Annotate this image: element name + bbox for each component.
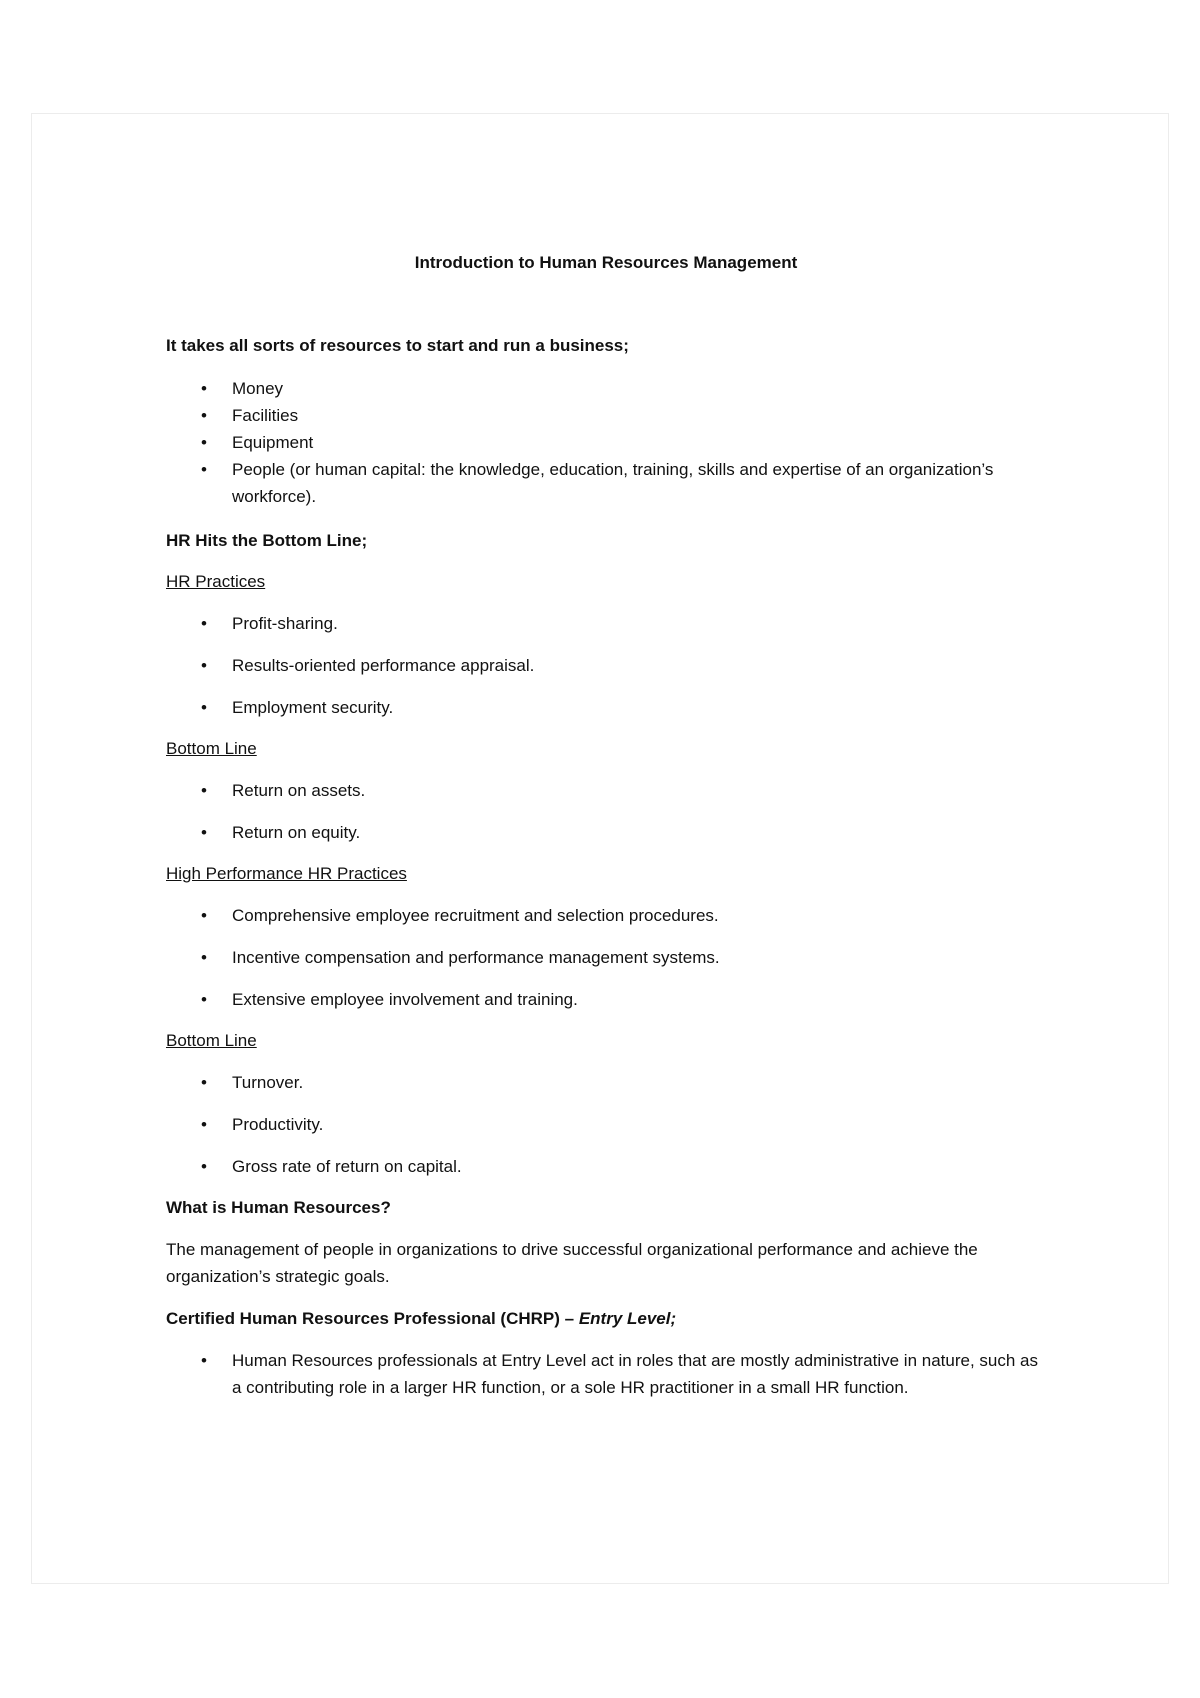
chrp-heading-text: Certified Human Resources Professional (CHRP) – — [166, 1309, 579, 1328]
bullet-icon: • — [201, 406, 207, 425]
list-item — [166, 819, 1046, 846]
list-item-text: Return on assets. — [232, 781, 366, 800]
bullet-icon: • — [201, 1157, 207, 1176]
list-item — [166, 944, 1046, 971]
list-item — [166, 777, 1046, 804]
bottom-line-heading: HR Hits the Bottom Line; — [166, 531, 368, 550]
list-item-text: People (or human capital: the knowledge, education, training, skills and expertise of an organization’s workforce). — [232, 460, 994, 506]
list-item — [166, 694, 1046, 721]
section-list — [166, 902, 1046, 1013]
list-item-text: Results-oriented performance appraisal. — [232, 656, 535, 675]
list-item-text: Gross rate of return on capital. — [232, 1157, 462, 1176]
list-item — [166, 610, 1046, 637]
list-item — [166, 902, 1046, 929]
list-item-text: Return on equity. — [232, 823, 361, 842]
list-item-text: Equipment — [232, 433, 314, 452]
bullet-icon: • — [201, 433, 207, 452]
bullet-icon: • — [201, 823, 207, 842]
section-heading: High Performance HR Practices — [166, 864, 407, 883]
chrp-heading-level: Entry Level; — [578, 1309, 677, 1328]
list-item-text: Money — [232, 379, 284, 398]
list-item — [166, 986, 1046, 1013]
list-item — [166, 1347, 1046, 1401]
bullet-icon: • — [201, 698, 207, 717]
chrp-list — [166, 1347, 1046, 1401]
list-item — [166, 429, 1046, 456]
bullet-icon: • — [201, 990, 207, 1009]
list-item — [166, 1111, 1046, 1138]
bullet-icon: • — [201, 1115, 207, 1134]
bullet-icon: • — [201, 906, 207, 925]
bullet-icon: • — [201, 460, 207, 479]
list-item-text: Comprehensive employee recruitment and selection procedures. — [232, 906, 719, 925]
list-item-text: Human Resources professionals at Entry Level act in roles that are mostly administrative in nature, such as a contributing role in a larger HR function, or a sole HR practitioner in a small HR function. — [232, 1351, 1038, 1397]
section-heading: HR Practices — [166, 572, 266, 591]
what-is-heading: What is Human Resources? — [166, 1198, 391, 1217]
document-content — [166, 249, 1046, 1401]
bullet-icon: • — [201, 379, 207, 398]
list-item — [166, 402, 1046, 429]
section-list — [166, 610, 1046, 721]
section-heading: Bottom Line — [166, 739, 257, 758]
list-item-text: Profit-sharing. — [232, 614, 338, 633]
list-item-text: Productivity. — [232, 1115, 324, 1134]
bullet-icon: • — [201, 781, 207, 800]
section-list — [166, 1069, 1046, 1180]
bullet-icon: • — [201, 1073, 207, 1092]
list-item-text: Facilities — [232, 406, 299, 425]
section-heading: Bottom Line — [166, 1031, 257, 1050]
list-item-text: Employment security. — [232, 698, 394, 717]
chrp-heading — [166, 1305, 1046, 1332]
bullet-icon: • — [201, 614, 207, 633]
list-item-text: Extensive employee involvement and training. — [232, 990, 578, 1009]
list-item — [166, 652, 1046, 679]
what-is-text: The management of people in organizations to drive successful organizational performance and achieve the organization’s strategic goals. — [166, 1240, 978, 1286]
list-item — [166, 375, 1046, 402]
document-title: Introduction to Human Resources Management — [414, 253, 798, 272]
section-list — [166, 777, 1046, 846]
list-item — [166, 1153, 1046, 1180]
list-item-text: Incentive compensation and performance management systems. — [232, 948, 720, 967]
list-item-text: Turnover. — [232, 1073, 304, 1092]
bullet-icon: • — [201, 948, 207, 967]
bullet-icon: • — [201, 656, 207, 675]
intro-heading: It takes all sorts of resources to start and run a business; — [166, 336, 629, 355]
list-item — [166, 456, 1046, 510]
list-item — [166, 1069, 1046, 1096]
resources-list — [166, 375, 1046, 510]
bullet-icon: • — [201, 1351, 207, 1370]
